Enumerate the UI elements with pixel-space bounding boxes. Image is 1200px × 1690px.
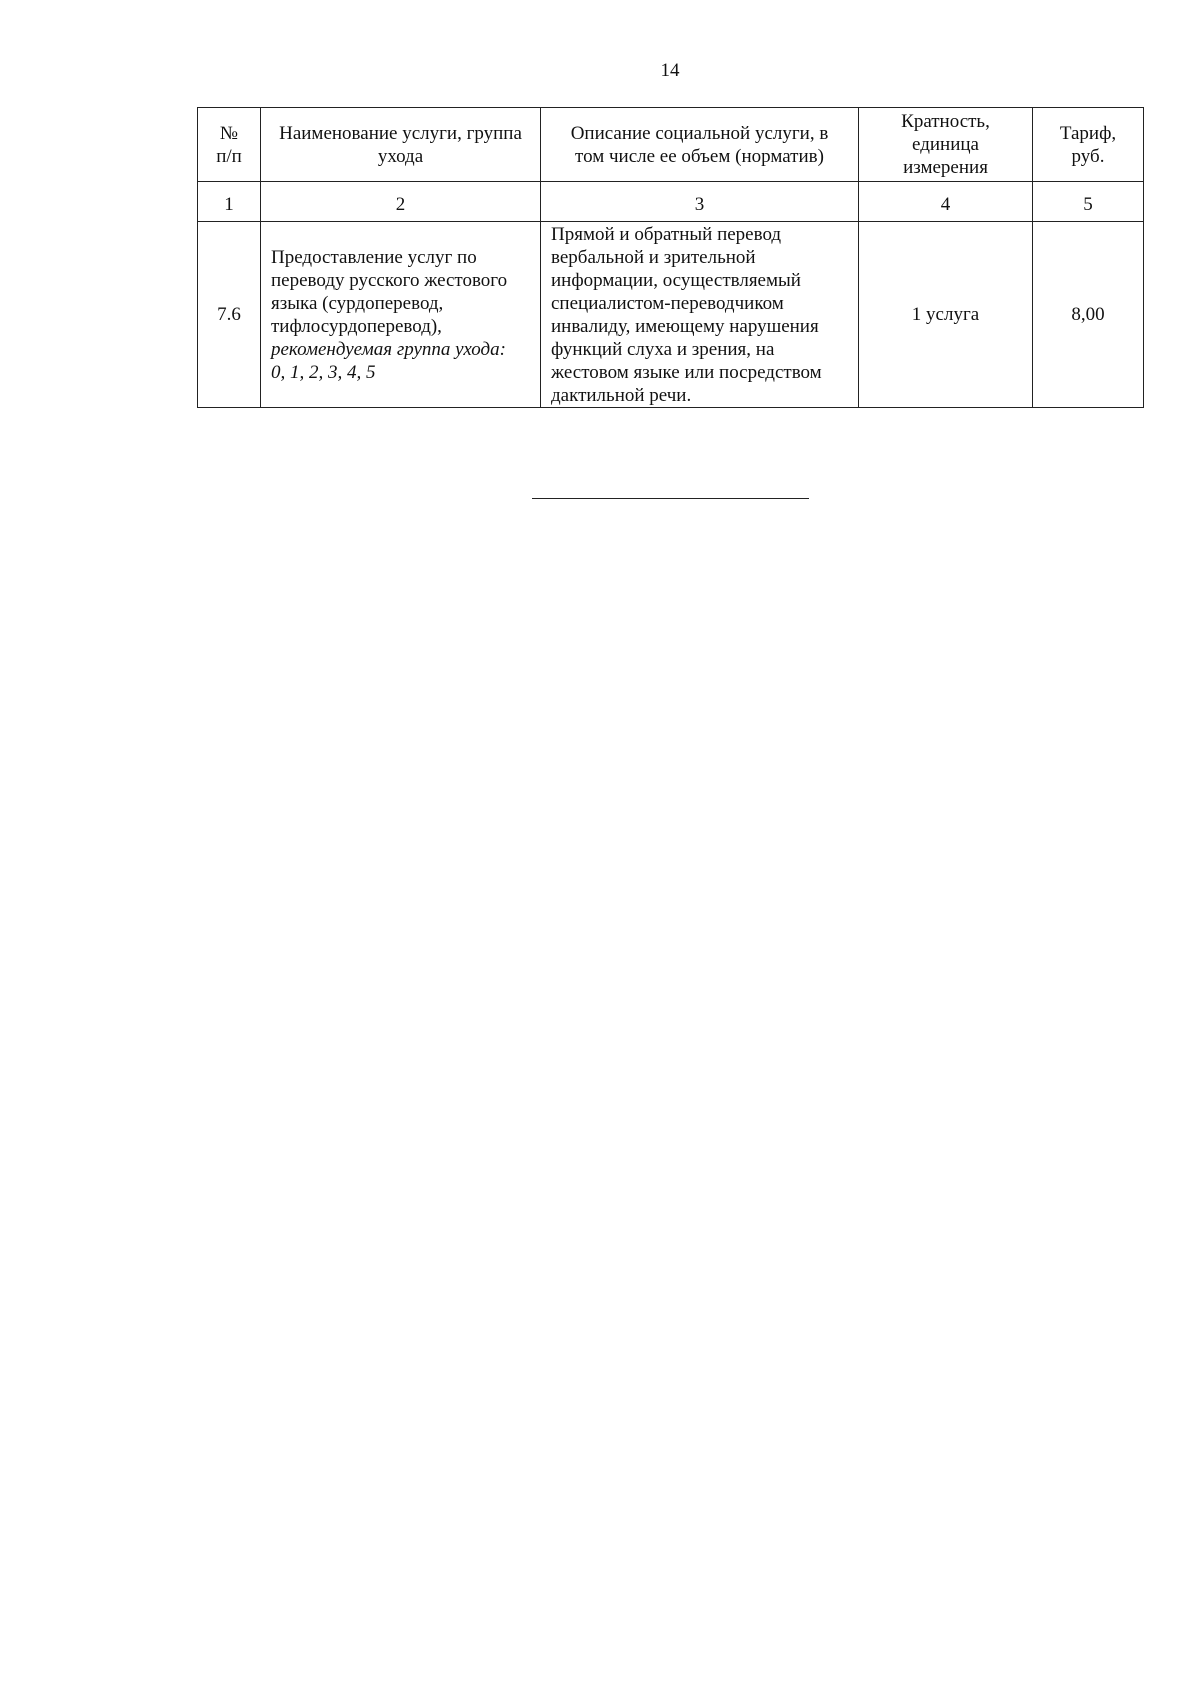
description-line-8: дактильной речи. xyxy=(551,384,692,406)
description-line-7: жестовом языке или посредством xyxy=(551,361,822,383)
description-line-1: Прямой и обратный перевод xyxy=(551,223,782,245)
care-group-line-1: рекомендуемая группа ухода: xyxy=(271,338,506,360)
column-number-2: 2 xyxy=(261,182,541,222)
service-name-line-4: тифлосурдоперевод), xyxy=(271,315,442,337)
header-service-name-line-2: ухода xyxy=(377,145,424,167)
description-line-6: функций слуха и зрения, на xyxy=(551,338,775,360)
page-number: 14 xyxy=(660,60,680,81)
service-name-line-3: языка (сурдоперевод, xyxy=(271,292,444,314)
care-group-line-2: 0, 1, 2, 3, 4, 5 xyxy=(271,361,376,383)
description-line-4: специалистом-переводчиком xyxy=(551,292,784,314)
header-service-name-line-1: Наименование услуги, группа xyxy=(279,122,522,144)
services-table xyxy=(197,107,1144,408)
header-number-line-1: № xyxy=(219,122,239,144)
column-number-row xyxy=(198,182,1144,222)
header-tariff-line-1: Тариф, xyxy=(1059,122,1117,144)
header-description xyxy=(541,108,859,182)
header-description-line-1: Описание социальной услуги, в xyxy=(570,122,829,144)
row-number: 7.6 xyxy=(198,222,261,408)
header-description-line-2: том числе ее объем (норматив) xyxy=(575,145,824,167)
header-tariff-line-2: руб. xyxy=(1071,145,1105,167)
service-name-line-1: Предоставление услуг по xyxy=(271,246,477,268)
column-number-4: 4 xyxy=(859,182,1033,222)
tariff-value: 8,00 xyxy=(1033,222,1144,408)
end-of-document-rule xyxy=(532,498,809,499)
description-line-3: информации, осуществляемый xyxy=(551,269,801,291)
header-tariff xyxy=(1033,108,1144,182)
service-description xyxy=(541,222,859,408)
header-frequency-unit-line-1: Кратность, xyxy=(901,111,990,132)
header-frequency-unit-line-3: измерения xyxy=(903,157,988,178)
header-number-line-2: п/п xyxy=(216,145,242,167)
table-header-row xyxy=(198,108,1144,182)
header-frequency-unit-line-2: единица xyxy=(912,134,979,155)
description-line-5: инвалиду, имеющему нарушения xyxy=(551,315,819,337)
column-number-1: 1 xyxy=(198,182,261,222)
service-name-line-2: переводу русского жестового xyxy=(271,269,508,291)
column-number-5: 5 xyxy=(1033,182,1144,222)
service-name xyxy=(261,222,541,408)
column-number-3: 3 xyxy=(541,182,859,222)
description-line-2: вербальной и зрительной xyxy=(551,246,756,268)
header-frequency-unit xyxy=(859,108,1033,182)
header-service-name xyxy=(261,108,541,182)
table-row xyxy=(198,222,1144,408)
header-number xyxy=(198,108,261,182)
frequency-unit: 1 услуга xyxy=(859,222,1033,408)
